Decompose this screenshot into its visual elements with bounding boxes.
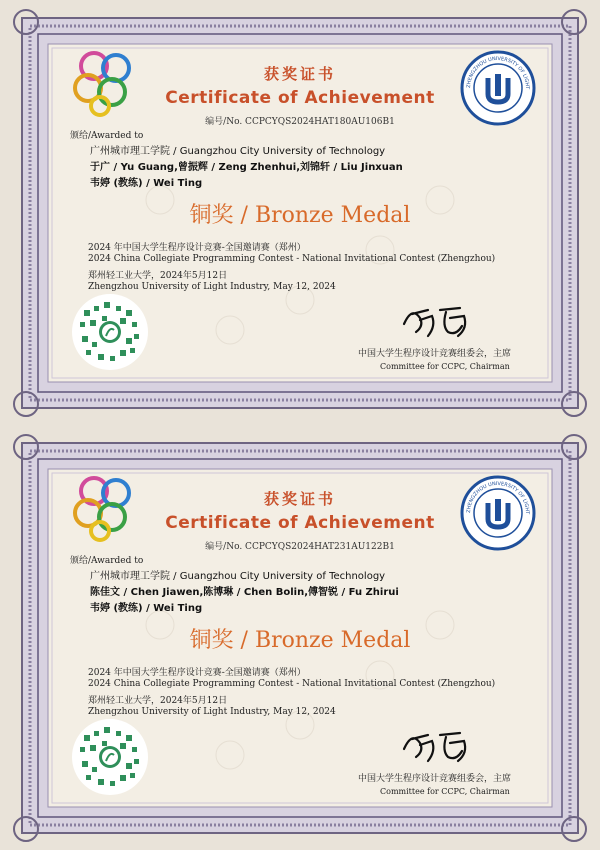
awarded-to-label: 颁给/Awarded to [70,556,144,566]
certificate-title-en: Certificate of Achievement [165,88,435,108]
contest-name-cn: 2024 年中国大学生程序设计竞赛-全国邀请赛（郑州） [88,668,306,678]
certificate-serial: 编号/No. CCPCYQS2024HAT231AU122B1 [205,542,395,552]
certificate-title-cn: 获奖证书 [263,490,336,508]
award-medal: 铜奖 / Bronze Medal [189,203,411,228]
team-coach: 韦婷 (教练) / Wei Ting [90,178,203,189]
award-medal: 铜奖 / Bronze Medal [189,628,411,653]
qr-code [70,717,150,797]
awarded-to-label: 颁给/Awarded to [70,131,144,141]
contest-name-en: 2024 China Collegiate Programming Contest - National Invitational Contest (Zhengzhou) [88,254,496,264]
host-date-en: Zhengzhou University of Light Industry, May 12, 2024 [88,282,336,292]
chairman-signature [398,296,478,340]
seal-text: ZHENGZHOU UNIVERSITY OF LIGHT [465,55,531,90]
signatory-en: Committee for CCPC, Chairman [380,362,510,371]
signatory-cn: 中国大学生程序设计竞赛组委会，主席 [358,349,512,359]
certificate-title-cn: 获奖证书 [263,65,336,83]
signatory-cn: 中国大学生程序设计竞赛组委会，主席 [358,774,512,784]
certificate-title-en: Certificate of Achievement [165,513,435,533]
team-members: 陈佳文 / Chen Jiawen,陈博琳 / Chen Bolin,傅智锐 / Fu Zhirui [90,587,399,598]
team-members: 于广 / Yu Guang,曾振辉 / Zeng Zhenhui,刘锦轩 / Liu Jinxuan [90,162,403,173]
contest-name-en: 2024 China Collegiate Programming Contest - National Invitational Contest (Zhengzhou) [88,679,496,689]
school-name: 广州城市理工学院 / Guangzhou City University of Technology [90,571,386,582]
qr-code [70,292,150,372]
certificate-serial: 编号/No. CCPCYQS2024HAT180AU106B1 [205,117,395,127]
certificate-2 [0,425,600,850]
host-date-cn: 郑州轻工业大学，2024年5月12日 [88,696,228,706]
chairman-signature [398,721,478,765]
host-date-en: Zhengzhou University of Light Industry, May 12, 2024 [88,707,336,717]
seal-text: ZHENGZHOU UNIVERSITY OF LIGHT [465,480,531,515]
team-coach: 韦婷 (教练) / Wei Ting [90,603,203,614]
signatory-en: Committee for CCPC, Chairman [380,787,510,796]
host-date-cn: 郑州轻工业大学，2024年5月12日 [88,271,228,281]
school-name: 广州城市理工学院 / Guangzhou City University of Technology [90,146,386,157]
contest-name-cn: 2024 年中国大学生程序设计竞赛-全国邀请赛（郑州） [88,243,306,253]
